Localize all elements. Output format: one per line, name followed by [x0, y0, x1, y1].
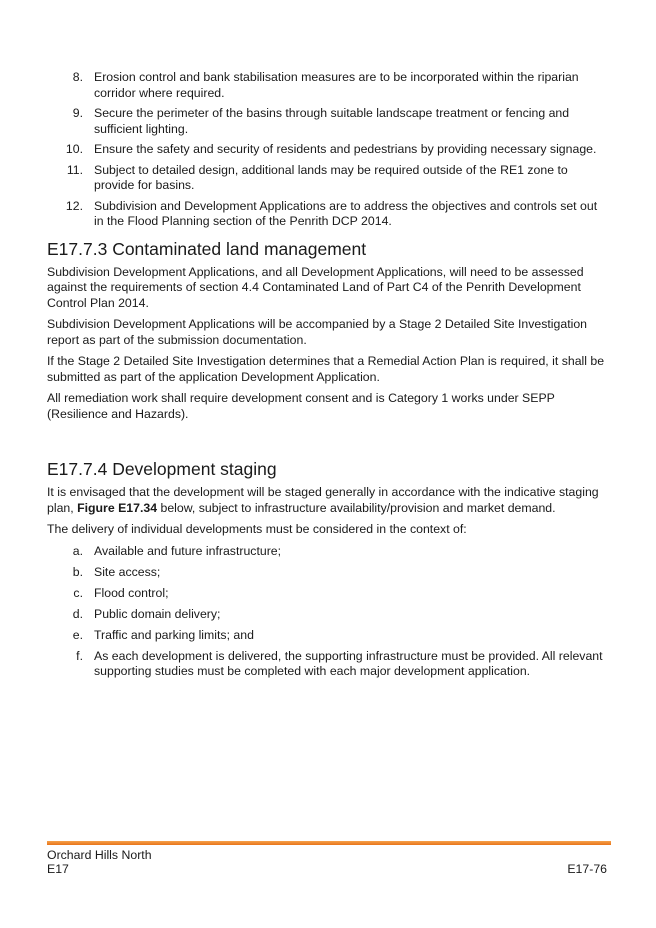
list-item: e. Traffic and parking limits; and — [72, 627, 254, 642]
document-body — [47, 70, 607, 685]
heading-contaminated-land: E17.7.3 Contaminated land management — [47, 238, 367, 259]
paragraph: Subdivision Development Applications, and all Development Applications, will need to be assessed against the requirements of section 4.4 Contaminated Land of Part C4 of the Penrith Development Control Plan 2014. — [47, 264, 584, 310]
list-item: b. Site access; — [72, 564, 161, 579]
staging-intro-paragraph: It is envisaged that the development will be staged generally in accordance with the indicative staging plan, Figure E17.34 below, subject to infrastructure availability/provision and market demand. — [47, 485, 599, 515]
list-item: 9. Secure the perimeter of the basins through suitable landscape treatment or fencing and sufficient lighting. — [72, 106, 570, 136]
footer-divider — [47, 841, 611, 845]
paragraph: If the Stage 2 Detailed Site Investigation determines that a Remedial Action Plan is required, it shall be submitted as part of the application Development Application. — [47, 354, 605, 384]
paragraph: All remediation work shall require development consent and is Category 1 works under SEPP (Resilience and Hazards). — [47, 391, 555, 421]
list-item: 10. Ensure the safety and security of residents and pedestrians by providing necessary signage. — [65, 142, 597, 156]
list-item: f. As each development is delivered, the supporting infrastructure must be provided. All relevant supporting studies must be completed with each major development application. — [76, 648, 603, 678]
footer-page-number: E17-76 — [567, 862, 607, 876]
list-item: a. Available and future infrastructure; — [72, 543, 282, 558]
figure-reference: Figure E17.34 — [77, 500, 158, 515]
lettered-list — [47, 544, 607, 680]
list-item: 11. Subject to detailed design, additional lands may be required outside of the RE1 zone to provide for basins. — [66, 162, 568, 192]
list-item: 12. Subdivision and Development Applications are to address the objectives and controls set out in the Flood Planning section of the Penrith DCP 2014. — [65, 198, 598, 228]
paragraph: Subdivision Development Applications will be accompanied by a Stage 2 Detailed Site Investigation report as part of the submission documentation. — [47, 317, 588, 347]
footer-section-code: E17 — [47, 862, 69, 876]
footer-document-title: Orchard Hills North — [47, 848, 152, 862]
paragraph: The delivery of individual developments must be considered in the context of: — [47, 522, 467, 536]
list-item: d. Public domain delivery; — [72, 606, 221, 621]
list-item: c. Flood control; — [73, 585, 169, 600]
list-item: 8. Erosion control and bank stabilisation measures are to be incorporated within the riparian corridor where required. — [72, 70, 579, 100]
heading-development-staging: E17.7.4 Development staging — [47, 459, 277, 479]
numbered-list — [47, 70, 607, 230]
